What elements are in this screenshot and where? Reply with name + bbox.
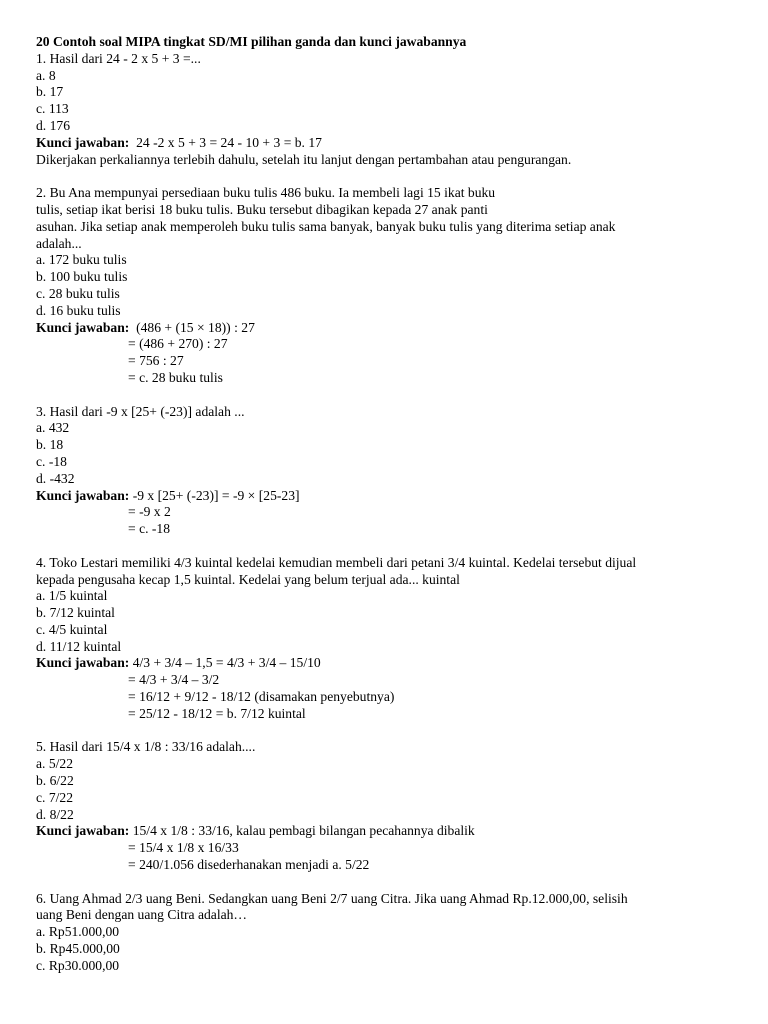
option-b: b. 7/12 kuintal xyxy=(36,605,115,621)
answer-step: = c. -18 xyxy=(128,521,171,537)
answer-key-value: 4/3 + 3/4 – 1,5 = 4/3 + 3/4 – 15/10 xyxy=(129,655,321,671)
option-b: b. 100 buku tulis xyxy=(36,269,128,285)
question-text: 4. Toko Lestari memiliki 4/3 kuintal kedelai kemudian membeli dari petani 3/4 kuintal. Kedelai tersebut dijual xyxy=(36,554,637,570)
answer-key xyxy=(36,655,736,672)
document-title: 20 Contoh soal MIPA tingkat SD/MI pilihan ganda dan kunci jawabannya xyxy=(36,34,467,49)
option-a: a. 1/5 kuintal xyxy=(36,588,108,604)
answer-key-value: -9 x [25+ (-23)] = -9 × [25-23] xyxy=(129,487,300,503)
answer-step: = 15/4 x 1/8 x 16/33 xyxy=(128,840,239,856)
question-text: 2. Bu Ana mempunyai persediaan buku tulis 486 buku. Ia membeli lagi 15 ikat buku xyxy=(36,185,496,201)
question-1 xyxy=(36,51,736,169)
answer-step: = 4/3 + 3/4 – 3/2 xyxy=(128,672,220,688)
question-3 xyxy=(36,404,736,538)
question-text: kepada pengusaha kecap 1,5 kuintal. Kedelai yang belum terjual ada... kuintal xyxy=(36,571,460,587)
option-c: c. Rp30.000,00 xyxy=(36,957,120,973)
question-text: 5. Hasil dari 15/4 x 1/8 : 33/16 adalah.... xyxy=(36,739,256,755)
question-text: tulis, setiap ikat berisi 18 buku tulis. Buku tersebut dibagikan kepada 27 anak panti xyxy=(36,201,488,217)
option-d: d. 176 xyxy=(36,117,70,133)
option-d: d. 16 buku tulis xyxy=(36,302,121,318)
answer-key xyxy=(36,135,736,152)
answer-step: = -9 x 2 xyxy=(128,504,171,520)
question-text: 6. Uang Ahmad 2/3 uang Beni. Sedangkan uang Beni 2/7 uang Citra. Jika uang Ahmad Rp.12.000,00, selisih xyxy=(36,890,628,906)
answer-key-label: Kunci jawaban: xyxy=(36,823,130,839)
option-c: c. 7/22 xyxy=(36,789,73,805)
answer-key-value: 15/4 x 1/8 : 33/16, kalau pembagi bilangan pecahannya dibalik xyxy=(129,823,475,839)
spacer xyxy=(36,387,736,404)
spacer xyxy=(36,168,736,185)
option-a: a. 5/22 xyxy=(36,756,73,772)
question-text: adalah... xyxy=(36,235,82,251)
answer-step: = (486 + 270) : 27 xyxy=(128,336,228,352)
answer-key-label: Kunci jawaban: xyxy=(36,655,130,671)
answer-step: = c. 28 buku tulis xyxy=(128,369,223,385)
answer-key xyxy=(36,320,736,337)
spacer xyxy=(36,723,736,740)
option-b: b. Rp45.000,00 xyxy=(36,941,120,957)
answer-key-label: Kunci jawaban: xyxy=(36,134,130,150)
option-d: d. -432 xyxy=(36,470,75,486)
answer-step: = 240/1.056 disederhanakan menjadi a. 5/22 xyxy=(128,857,370,873)
question-text: 3. Hasil dari -9 x [25+ (-23)] adalah ... xyxy=(36,403,245,419)
option-a: a. 8 xyxy=(36,67,56,83)
option-b: b. 18 xyxy=(36,437,64,453)
option-c: c. 4/5 kuintal xyxy=(36,621,108,637)
question-5 xyxy=(36,739,736,873)
answer-step: = 25/12 - 18/12 = b. 7/12 kuintal xyxy=(128,705,306,721)
question-text: 1. Hasil dari 24 - 2 x 5 + 3 =... xyxy=(36,50,201,66)
option-b: b. 6/22 xyxy=(36,773,74,789)
answer-key xyxy=(36,488,736,505)
spacer xyxy=(36,538,736,555)
option-a: a. Rp51.000,00 xyxy=(36,924,120,940)
option-b: b. 17 xyxy=(36,84,64,100)
question-6 xyxy=(36,891,736,975)
option-c: c. 28 buku tulis xyxy=(36,285,120,301)
spacer xyxy=(36,874,736,891)
question-4 xyxy=(36,555,736,723)
answer-key-label: Kunci jawaban: xyxy=(36,487,130,503)
option-d: d. 8/22 xyxy=(36,806,74,822)
option-c: c. 113 xyxy=(36,101,69,117)
option-a: a. 432 xyxy=(36,420,70,436)
question-text: uang Beni dengan uang Citra adalah… xyxy=(36,907,248,923)
question-2 xyxy=(36,185,736,387)
question-text: asuhan. Jika setiap anak memperoleh buku tulis sama banyak, banyak buku tulis yang diterima setiap anak xyxy=(36,218,616,234)
option-c: c. -18 xyxy=(36,453,67,469)
answer-step: = 756 : 27 xyxy=(128,353,184,369)
option-d: d. 11/12 kuintal xyxy=(36,638,122,654)
answer-step: = 16/12 + 9/12 - 18/12 (disamakan penyebutnya) xyxy=(128,689,395,705)
answer-key-label: Kunci jawaban: xyxy=(36,319,130,335)
answer-key-value: 24 -2 x 5 + 3 = 24 - 10 + 3 = b. 17 xyxy=(129,134,322,150)
answer-key xyxy=(36,823,736,840)
answer-key-value: (486 + (15 × 18)) : 27 xyxy=(129,319,255,335)
option-a: a. 172 buku tulis xyxy=(36,252,127,268)
document-page xyxy=(36,34,736,975)
answer-note: Dikerjakan perkaliannya terlebih dahulu, setelah itu lanjut dengan pertambahan atau pengurangan. xyxy=(36,151,572,167)
